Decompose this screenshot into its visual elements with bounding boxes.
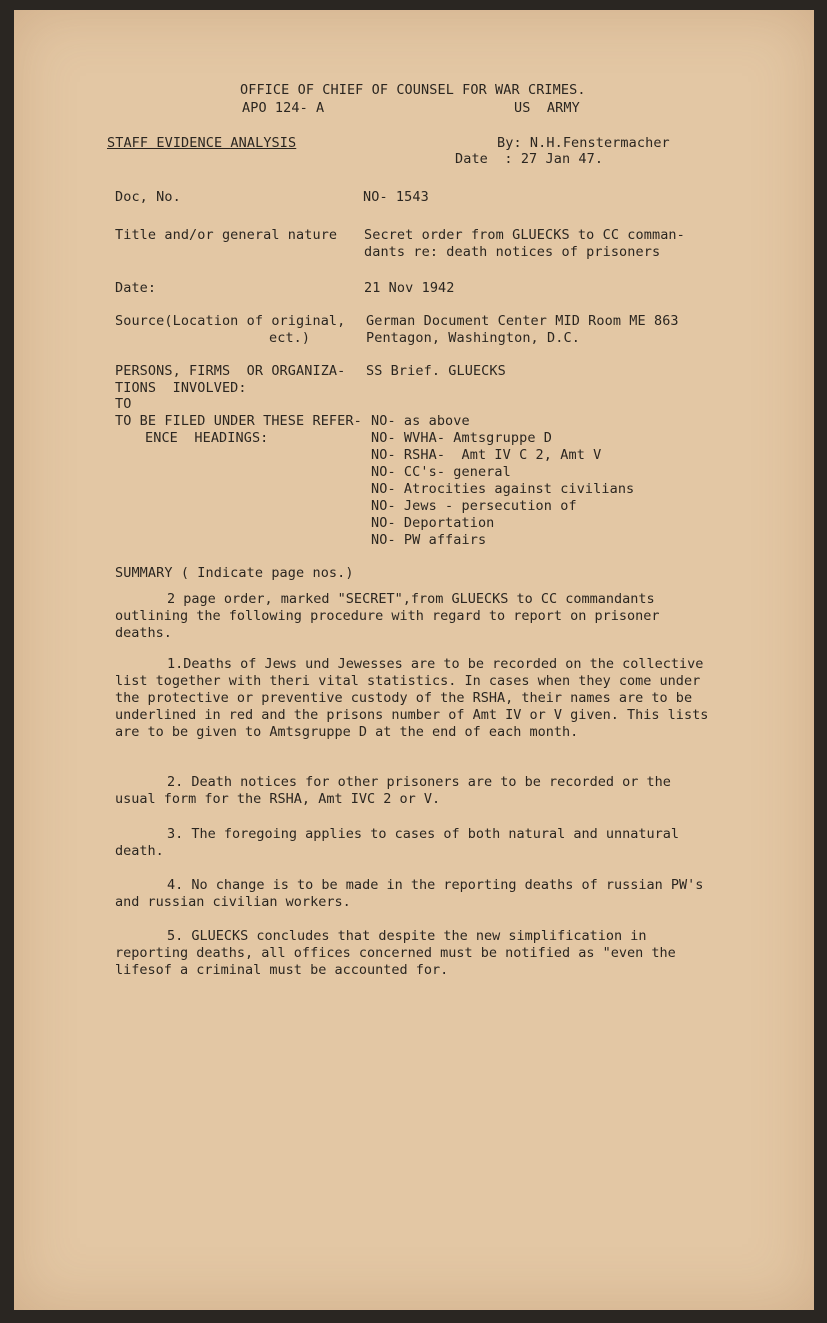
analysis-title: STAFF EVIDENCE ANALYSIS — [107, 135, 297, 151]
filed-label-line2: ENCE HEADINGS: — [145, 430, 269, 446]
summary-point: 5. GLUECKS concludes that despite the new simplification in reporting deaths, all offices concerned must be notified as "even the lifesof a criminal must be accounted for. — [115, 928, 676, 978]
date-value: 21 Nov 1942 — [364, 280, 455, 296]
persons-label-line1: PERSONS, FIRMS OR ORGANIZA- — [115, 363, 346, 379]
source-value-line2: Pentagon, Washington, D.C. — [366, 330, 580, 346]
reference-heading: NO- as above — [371, 413, 470, 429]
persons-value: SS Brief. GLUECKS — [366, 363, 506, 379]
reference-heading: NO- Atrocities against civilians — [371, 481, 635, 497]
summary-intro: 2 page order, marked "SECRET",from GLUECKS to CC commandants outlining the following procedure with regard to report on prisoner deaths. — [115, 591, 660, 641]
title-label: Title and/or general nature — [115, 227, 338, 243]
reference-heading: NO- CC's- general — [371, 464, 511, 480]
source-value-line1: German Document Center MID Room ME 863 — [366, 313, 679, 329]
source-label-line2: ect.) — [269, 330, 311, 346]
title-value-line1: Secret order from GLUECKS to CC comman- — [364, 227, 685, 243]
army-label: US ARMY — [514, 100, 580, 116]
summary-point: 4. No change is to be made in the reporting deaths of russian PW's and russian civilian workers. — [115, 877, 704, 910]
reference-heading: NO- RSHA- Amt IV C 2, Amt V — [371, 447, 602, 463]
title-value-line2: dants re: death notices of prisoners — [364, 244, 661, 260]
apo-number: APO 124- A — [242, 100, 325, 116]
doc-number-label: Doc, No. — [115, 189, 181, 205]
persons-label-line2: TIONS INVOLVED: — [115, 380, 247, 396]
reference-heading: NO- PW affairs — [371, 532, 487, 548]
source-label-line1: Source(Location of original, — [115, 313, 346, 329]
summary-point: 1.Deaths of Jews und Jewesses are to be recorded on the collective list together with theri vital statistics. In cases when they come under the protective or preventive custody of the RSHA, their names are to be underlined in red and the prisons number of Amt IV or V given. This lists are to be given to Amtsgruppe D at the end of each month. — [115, 656, 709, 740]
date-label: Date: — [115, 280, 157, 296]
summary-point: 2. Death notices for other prisoners are to be recorded or the usual form for the RSHA, Amt IVC 2 or V. — [115, 774, 671, 807]
filed-label-line1: TO BE FILED UNDER THESE REFER- — [115, 413, 362, 429]
reference-heading: NO- WVHA- Amtsgruppe D — [371, 430, 553, 446]
summary-heading: SUMMARY ( Indicate page nos.) — [115, 565, 354, 581]
summary-point: 3. The foregoing applies to cases of both natural and unnatural death. — [115, 826, 680, 859]
reference-heading: NO- Deportation — [371, 515, 495, 531]
analysis-date: Date : 27 Jan 47. — [455, 151, 604, 167]
to-label: TO — [115, 396, 132, 412]
doc-number-value: NO- 1543 — [363, 189, 429, 205]
analyst-name: By: N.H.Fenstermacher — [497, 135, 670, 151]
document-page — [14, 10, 814, 1310]
reference-heading: NO- Jews - persecution of — [371, 498, 577, 514]
office-header: OFFICE OF CHIEF OF COUNSEL FOR WAR CRIMES. — [240, 82, 586, 98]
